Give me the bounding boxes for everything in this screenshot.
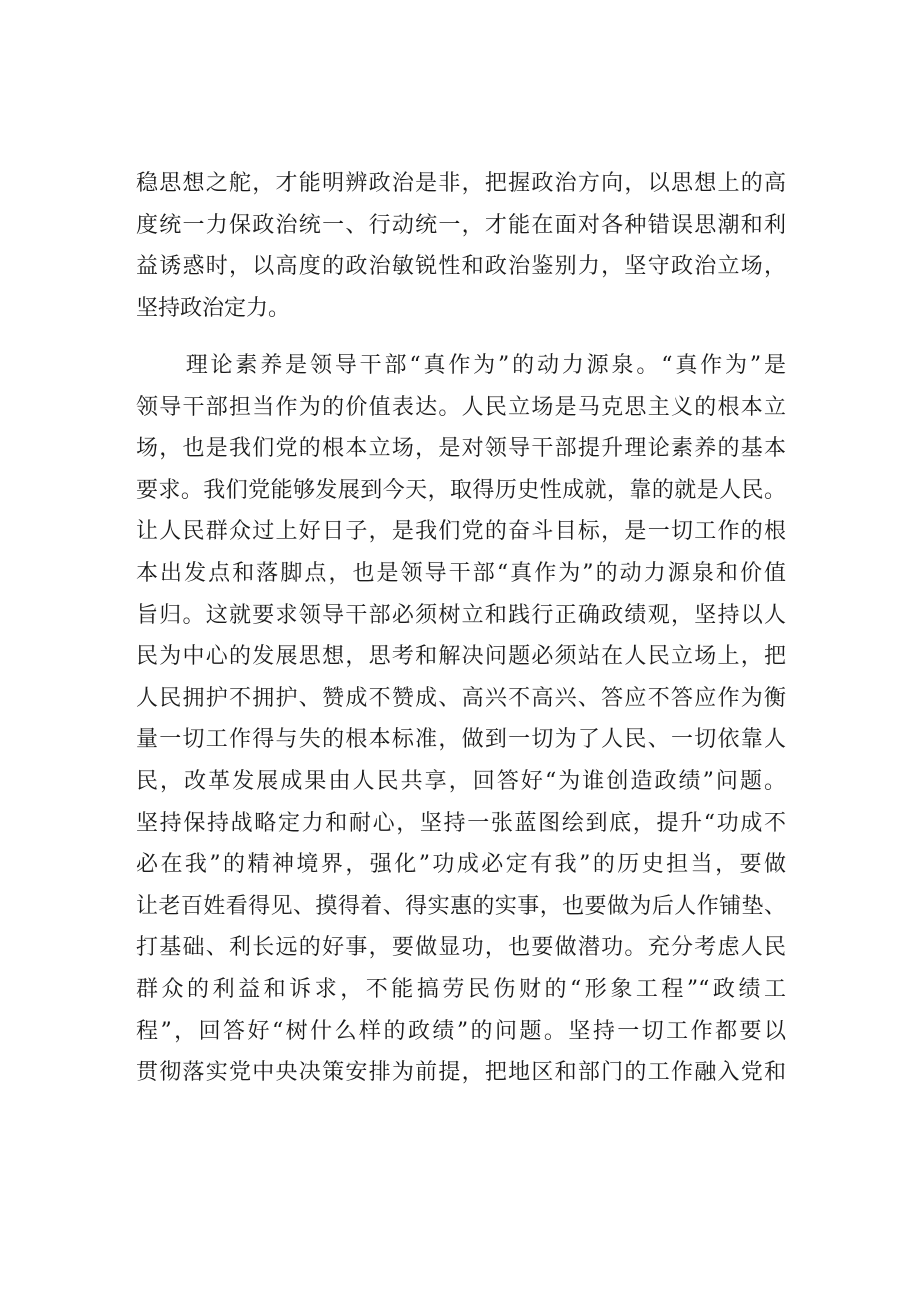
paragraph-line: 群众的利益和诉求，不能搞劳民伤财的“形象工程”“政绩工 [136, 976, 786, 1002]
paragraph-line: 人民拥护不拥护、赞成不赞成、高兴不高兴、答应不答应作为衡 [136, 685, 786, 711]
paragraph-line: 场，也是我们党的根本立场，是对领导干部提升理论素养的基本 [136, 436, 786, 462]
paragraph-line: 旨归。这就要求领导干部必须树立和践行正确政绩观，坚持以人 [136, 602, 786, 628]
paragraph-line: 程”，回答好“树什么样的政绩”的问题。坚持一切工作都要以 [136, 1018, 786, 1044]
paragraph-line: 民，改革发展成果由人民共享，回答好“为谁创造政绩”问题。 [136, 768, 786, 794]
paragraph-line: 度统一力保政治统一、行动统一，才能在面对各种错误思潮和利 [136, 212, 786, 238]
paragraph-line: 领导干部担当作为的价值表达。人民立场是马克思主义的根本立 [136, 394, 786, 420]
paragraph-2 [136, 345, 786, 1094]
paragraph-line: 本出发点和落脚点，也是领导干部“真作为”的动力源泉和价值 [136, 560, 786, 586]
paragraph-line: 理论素养是领导干部“真作为”的动力源泉。“真作为”是 [136, 353, 786, 378]
paragraph-1 [136, 163, 786, 329]
paragraph-line: 贯彻落实党中央决策安排为前提，把地区和部门的工作融入党和 [136, 1060, 786, 1086]
paragraph-line: 益诱惑时，以高度的政治敏锐性和政治鉴别力，坚守政治立场， [136, 254, 786, 280]
paragraph-line: 民为中心的发展思想，思考和解决问题必须站在人民立场上，把 [136, 644, 786, 670]
paragraph-line: 让人民群众过上好日子，是我们党的奋斗目标，是一切工作的根 [136, 519, 786, 545]
paragraph-line: 必在我”的精神境界，强化”功成必定有我”的历史担当，要做 [136, 852, 786, 878]
paragraph-line: 量一切工作得与失的根本标准，做到一切为了人民、一切依靠人 [136, 727, 786, 753]
paragraph-line: 打基础、利长远的好事，要做显功，也要做潜功。充分考虑人民 [136, 935, 786, 961]
paragraph-line: 要求。我们党能够发展到今天，取得历史性成就，靠的就是人民。 [136, 477, 786, 503]
paragraph-line: 稳思想之舵，才能明辨政治是非，把握政治方向，以思想上的高 [136, 171, 786, 196]
paragraph-line: 坚持政治定力。 [136, 295, 291, 321]
paragraph-line: 坚持保持战略定力和耐心，坚持一张蓝图绘到底，提升“功成不 [136, 810, 786, 836]
paragraph-line: 让老百姓看得见、摸得着、得实惠的实事，也要做为后人作铺垫、 [136, 893, 786, 919]
